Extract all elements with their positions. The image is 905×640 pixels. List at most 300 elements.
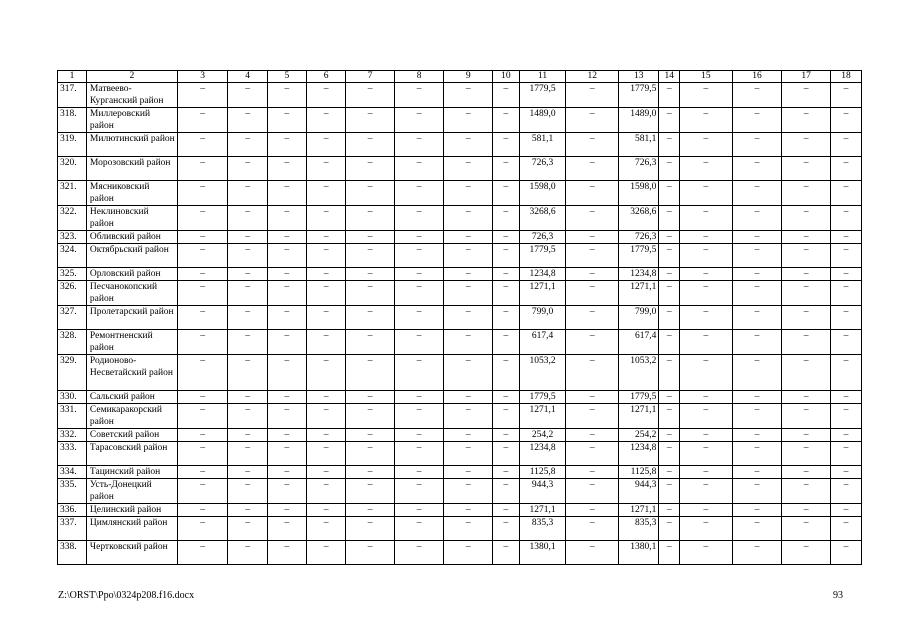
row-number: 318. <box>58 108 87 133</box>
district-name: Чертковский район <box>86 541 177 565</box>
dash-cell: – <box>566 231 619 244</box>
dash-cell: – <box>444 391 493 404</box>
dash-cell: – <box>394 479 444 504</box>
dash-cell: – <box>444 404 493 429</box>
dash-cell: – <box>659 355 680 391</box>
dash-cell: – <box>177 281 228 306</box>
dash-cell: – <box>307 404 346 429</box>
dash-cell: – <box>680 306 733 330</box>
value-col-13: 1053,2 <box>619 355 659 391</box>
dash-cell: – <box>346 404 395 429</box>
table-row <box>58 181 862 206</box>
dash-cell: – <box>346 181 395 206</box>
row-number: 324. <box>58 244 87 268</box>
dash-cell: – <box>493 541 520 565</box>
district-name: Неклиновский район <box>86 206 177 231</box>
dash-cell: – <box>493 206 520 231</box>
dash-cell: – <box>177 517 228 541</box>
dash-cell: – <box>346 206 395 231</box>
dash-cell: – <box>267 268 306 281</box>
dash-cell: – <box>394 244 444 268</box>
table-row <box>58 404 862 429</box>
dash-cell: – <box>444 83 493 108</box>
value-col-11: 1125,8 <box>519 466 566 479</box>
dash-cell: – <box>566 404 619 429</box>
dash-cell: – <box>177 231 228 244</box>
dash-cell: – <box>830 391 861 404</box>
dash-cell: – <box>732 108 782 133</box>
dash-cell: – <box>267 391 306 404</box>
district-name: Ремонтненский район <box>86 330 177 355</box>
dash-cell: – <box>444 108 493 133</box>
dash-cell: – <box>680 181 733 206</box>
dash-cell: – <box>782 442 831 466</box>
dash-cell: – <box>267 517 306 541</box>
dash-cell: – <box>680 157 733 181</box>
header-cell: 16 <box>732 71 782 83</box>
table-row <box>58 83 862 108</box>
dash-cell: – <box>680 244 733 268</box>
dash-cell: – <box>566 306 619 330</box>
dash-cell: – <box>830 181 861 206</box>
dash-cell: – <box>782 83 831 108</box>
dash-cell: – <box>307 504 346 517</box>
dash-cell: – <box>177 133 228 157</box>
dash-cell: – <box>267 404 306 429</box>
dash-cell: – <box>782 355 831 391</box>
dash-cell: – <box>346 281 395 306</box>
dash-cell: – <box>444 281 493 306</box>
district-name: Орловский район <box>86 268 177 281</box>
dash-cell: – <box>782 330 831 355</box>
dash-cell: – <box>680 133 733 157</box>
dash-cell: – <box>444 330 493 355</box>
dash-cell: – <box>659 108 680 133</box>
table-row <box>58 541 862 565</box>
dash-cell: – <box>394 442 444 466</box>
dash-cell: – <box>732 306 782 330</box>
dash-cell: – <box>680 429 733 442</box>
table-row <box>58 108 862 133</box>
dash-cell: – <box>566 330 619 355</box>
dash-cell: – <box>228 442 267 466</box>
value-col-11: 581,1 <box>519 133 566 157</box>
dash-cell: – <box>566 479 619 504</box>
dash-cell: – <box>346 429 395 442</box>
row-number: 330. <box>58 391 87 404</box>
dash-cell: – <box>493 268 520 281</box>
dash-cell: – <box>659 541 680 565</box>
dash-cell: – <box>444 504 493 517</box>
dash-cell: – <box>493 391 520 404</box>
table-row <box>58 281 862 306</box>
dash-cell: – <box>830 157 861 181</box>
dash-cell: – <box>267 504 306 517</box>
value-col-11: 1271,1 <box>519 404 566 429</box>
dash-cell: – <box>307 429 346 442</box>
dash-cell: – <box>307 466 346 479</box>
row-number: 328. <box>58 330 87 355</box>
dash-cell: – <box>444 479 493 504</box>
dash-cell: – <box>659 83 680 108</box>
value-col-13: 1779,5 <box>619 391 659 404</box>
dash-cell: – <box>830 281 861 306</box>
dash-cell: – <box>177 404 228 429</box>
dash-cell: – <box>732 466 782 479</box>
dash-cell: – <box>177 83 228 108</box>
row-number: 322. <box>58 206 87 231</box>
value-col-11: 1234,8 <box>519 442 566 466</box>
dash-cell: – <box>177 466 228 479</box>
dash-cell: – <box>680 83 733 108</box>
dash-cell: – <box>228 517 267 541</box>
dash-cell: – <box>307 330 346 355</box>
dash-cell: – <box>659 330 680 355</box>
dash-cell: – <box>228 479 267 504</box>
dash-cell: – <box>444 442 493 466</box>
dash-cell: – <box>177 504 228 517</box>
dash-cell: – <box>346 231 395 244</box>
value-col-11: 1234,8 <box>519 268 566 281</box>
header-cell: 11 <box>519 71 566 83</box>
dash-cell: – <box>307 355 346 391</box>
dash-cell: – <box>680 517 733 541</box>
value-col-13: 944,3 <box>619 479 659 504</box>
dash-cell: – <box>830 404 861 429</box>
dash-cell: – <box>732 404 782 429</box>
dash-cell: – <box>830 244 861 268</box>
dash-cell: – <box>346 391 395 404</box>
dash-cell: – <box>659 206 680 231</box>
dash-cell: – <box>346 355 395 391</box>
dash-cell: – <box>782 504 831 517</box>
row-number: 334. <box>58 466 87 479</box>
value-col-11: 1271,1 <box>519 281 566 306</box>
dash-cell: – <box>444 181 493 206</box>
dash-cell: – <box>830 206 861 231</box>
value-col-13: 1489,0 <box>619 108 659 133</box>
district-name: Мясниковский район <box>86 181 177 206</box>
dash-cell: – <box>346 306 395 330</box>
table-row <box>58 466 862 479</box>
row-number: 337. <box>58 517 87 541</box>
dash-cell: – <box>228 268 267 281</box>
footer-file-path: Z:\ORST\Ppo\0324p208.f16.docx <box>58 590 195 601</box>
dash-cell: – <box>566 466 619 479</box>
dash-cell: – <box>228 108 267 133</box>
table-row <box>58 479 862 504</box>
dash-cell: – <box>659 181 680 206</box>
dash-cell: – <box>177 181 228 206</box>
dash-cell: – <box>267 306 306 330</box>
dash-cell: – <box>228 206 267 231</box>
dash-cell: – <box>782 108 831 133</box>
dash-cell: – <box>659 244 680 268</box>
value-col-13: 1271,1 <box>619 504 659 517</box>
dash-cell: – <box>228 83 267 108</box>
dash-cell: – <box>346 108 395 133</box>
dash-cell: – <box>830 108 861 133</box>
dash-cell: – <box>444 541 493 565</box>
dash-cell: – <box>782 466 831 479</box>
dash-cell: – <box>830 231 861 244</box>
dash-cell: – <box>307 206 346 231</box>
district-name: Морозовский район <box>86 157 177 181</box>
dash-cell: – <box>177 442 228 466</box>
dash-cell: – <box>394 330 444 355</box>
dash-cell: – <box>782 268 831 281</box>
table-row <box>58 355 862 391</box>
district-name: Усть-Донецкий район <box>86 479 177 504</box>
dash-cell: – <box>732 268 782 281</box>
value-col-13: 254,2 <box>619 429 659 442</box>
row-number: 320. <box>58 157 87 181</box>
dash-cell: – <box>659 504 680 517</box>
dash-cell: – <box>307 517 346 541</box>
dash-cell: – <box>732 231 782 244</box>
header-cell: 9 <box>444 71 493 83</box>
dash-cell: – <box>394 466 444 479</box>
table-row <box>58 429 862 442</box>
dash-cell: – <box>346 442 395 466</box>
dash-cell: – <box>566 181 619 206</box>
dash-cell: – <box>659 391 680 404</box>
dash-cell: – <box>228 355 267 391</box>
dash-cell: – <box>228 429 267 442</box>
value-col-13: 835,3 <box>619 517 659 541</box>
dash-cell: – <box>659 306 680 330</box>
row-number: 336. <box>58 504 87 517</box>
dash-cell: – <box>659 429 680 442</box>
dash-cell: – <box>830 504 861 517</box>
dash-cell: – <box>732 391 782 404</box>
table-row <box>58 157 862 181</box>
district-name: Тацинский район <box>86 466 177 479</box>
header-cell: 18 <box>830 71 861 83</box>
dash-cell: – <box>228 306 267 330</box>
dash-cell: – <box>177 330 228 355</box>
dash-cell: – <box>177 108 228 133</box>
header-cell: 5 <box>267 71 306 83</box>
dash-cell: – <box>493 231 520 244</box>
header-cell: 13 <box>619 71 659 83</box>
dash-cell: – <box>659 281 680 306</box>
dash-cell: – <box>267 231 306 244</box>
table-row <box>58 231 862 244</box>
dash-cell: – <box>394 133 444 157</box>
dash-cell: – <box>782 429 831 442</box>
dash-cell: – <box>732 244 782 268</box>
dash-cell: – <box>444 306 493 330</box>
dash-cell: – <box>680 330 733 355</box>
dash-cell: – <box>307 181 346 206</box>
footer-page-number: 93 <box>833 590 843 601</box>
district-name: Целинский район <box>86 504 177 517</box>
dash-cell: – <box>732 429 782 442</box>
row-number: 332. <box>58 429 87 442</box>
dash-cell: – <box>830 479 861 504</box>
dash-cell: – <box>177 157 228 181</box>
dash-cell: – <box>830 133 861 157</box>
dash-cell: – <box>394 404 444 429</box>
dash-cell: – <box>444 157 493 181</box>
dash-cell: – <box>228 404 267 429</box>
dash-cell: – <box>680 504 733 517</box>
dash-cell: – <box>659 479 680 504</box>
row-number: 331. <box>58 404 87 429</box>
dash-cell: – <box>659 133 680 157</box>
row-number: 327. <box>58 306 87 330</box>
dash-cell: – <box>566 206 619 231</box>
dash-cell: – <box>566 355 619 391</box>
table-row <box>58 517 862 541</box>
dash-cell: – <box>680 404 733 429</box>
dash-cell: – <box>267 330 306 355</box>
dash-cell: – <box>228 231 267 244</box>
dash-cell: – <box>830 442 861 466</box>
dash-cell: – <box>267 157 306 181</box>
district-name: Песчанокопский район <box>86 281 177 306</box>
value-col-13: 1234,8 <box>619 268 659 281</box>
dash-cell: – <box>566 391 619 404</box>
dash-cell: – <box>493 466 520 479</box>
dash-cell: – <box>782 281 831 306</box>
dash-cell: – <box>394 108 444 133</box>
header-cell: 1 <box>58 71 87 83</box>
row-number: 317. <box>58 83 87 108</box>
value-col-13: 726,3 <box>619 231 659 244</box>
dash-cell: – <box>680 231 733 244</box>
dash-cell: – <box>177 244 228 268</box>
dash-cell: – <box>228 391 267 404</box>
dash-cell: – <box>394 83 444 108</box>
dash-cell: – <box>680 206 733 231</box>
dash-cell: – <box>394 429 444 442</box>
dash-cell: – <box>732 206 782 231</box>
dash-cell: – <box>830 466 861 479</box>
dash-cell: – <box>307 108 346 133</box>
dash-cell: – <box>307 306 346 330</box>
header-cell: 6 <box>307 71 346 83</box>
dash-cell: – <box>267 244 306 268</box>
dash-cell: – <box>444 133 493 157</box>
header-cell: 8 <box>394 71 444 83</box>
header-cell: 7 <box>346 71 395 83</box>
dash-cell: – <box>566 108 619 133</box>
dash-cell: – <box>346 133 395 157</box>
value-col-13: 1779,5 <box>619 83 659 108</box>
dash-cell: – <box>267 108 306 133</box>
dash-cell: – <box>493 504 520 517</box>
dash-cell: – <box>782 391 831 404</box>
district-name: Милютинский район <box>86 133 177 157</box>
dash-cell: – <box>566 442 619 466</box>
dash-cell: – <box>493 83 520 108</box>
table-row <box>58 442 862 466</box>
row-number: 323. <box>58 231 87 244</box>
table-row <box>58 330 862 355</box>
district-name: Цимлянский район <box>86 517 177 541</box>
value-col-13: 3268,6 <box>619 206 659 231</box>
dash-cell: – <box>782 479 831 504</box>
value-col-13: 1779,5 <box>619 244 659 268</box>
dash-cell: – <box>394 355 444 391</box>
dash-cell: – <box>267 466 306 479</box>
dash-cell: – <box>307 231 346 244</box>
value-col-11: 835,3 <box>519 517 566 541</box>
dash-cell: – <box>394 281 444 306</box>
dash-cell: – <box>444 355 493 391</box>
value-col-11: 726,3 <box>519 231 566 244</box>
dash-cell: – <box>830 541 861 565</box>
dash-cell: – <box>177 355 228 391</box>
dash-cell: – <box>680 281 733 306</box>
dash-cell: – <box>394 541 444 565</box>
district-name: Матвеево-Курганский район <box>86 83 177 108</box>
dash-cell: – <box>566 244 619 268</box>
table-row <box>58 244 862 268</box>
dash-cell: – <box>680 466 733 479</box>
value-col-11: 617,4 <box>519 330 566 355</box>
value-col-11: 254,2 <box>519 429 566 442</box>
dash-cell: – <box>659 231 680 244</box>
dash-cell: – <box>732 181 782 206</box>
dash-cell: – <box>346 157 395 181</box>
dash-cell: – <box>680 442 733 466</box>
dash-cell: – <box>267 133 306 157</box>
value-col-11: 726,3 <box>519 157 566 181</box>
dash-cell: – <box>346 466 395 479</box>
dash-cell: – <box>680 355 733 391</box>
dash-cell: – <box>782 404 831 429</box>
dash-cell: – <box>732 281 782 306</box>
dash-cell: – <box>782 181 831 206</box>
dash-cell: – <box>346 517 395 541</box>
value-col-11: 944,3 <box>519 479 566 504</box>
dash-cell: – <box>782 541 831 565</box>
table-row <box>58 504 862 517</box>
dash-cell: – <box>680 108 733 133</box>
dash-cell: – <box>680 391 733 404</box>
district-name: Сальский район <box>86 391 177 404</box>
table-row <box>58 391 862 404</box>
district-name: Миллеровский район <box>86 108 177 133</box>
dash-cell: – <box>267 429 306 442</box>
dash-cell: – <box>444 206 493 231</box>
dash-cell: – <box>267 206 306 231</box>
dash-cell: – <box>732 355 782 391</box>
dash-cell: – <box>228 157 267 181</box>
value-col-13: 726,3 <box>619 157 659 181</box>
dash-cell: – <box>444 268 493 281</box>
value-col-11: 1489,0 <box>519 108 566 133</box>
dash-cell: – <box>228 541 267 565</box>
dash-cell: – <box>177 541 228 565</box>
dash-cell: – <box>307 479 346 504</box>
value-col-11: 799,0 <box>519 306 566 330</box>
dash-cell: – <box>659 268 680 281</box>
dash-cell: – <box>732 442 782 466</box>
dash-cell: – <box>228 504 267 517</box>
dash-cell: – <box>732 517 782 541</box>
dash-cell: – <box>307 133 346 157</box>
dash-cell: – <box>566 157 619 181</box>
dash-cell: – <box>177 429 228 442</box>
dash-cell: – <box>267 541 306 565</box>
value-col-13: 799,0 <box>619 306 659 330</box>
dash-cell: – <box>493 429 520 442</box>
row-number: 319. <box>58 133 87 157</box>
